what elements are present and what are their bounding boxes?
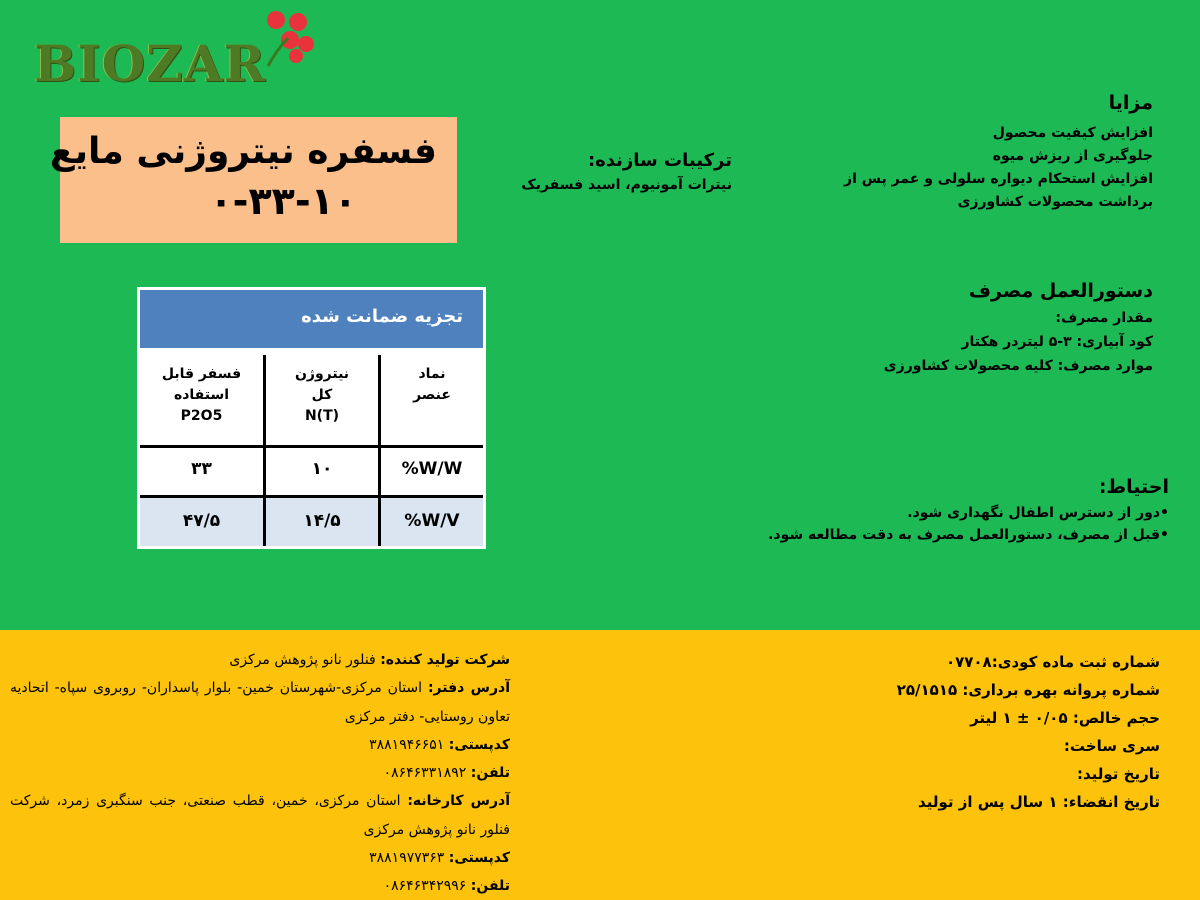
office-value: استان مرکزی-شهرستان خمین- بلوار پاسداران- روبروی سپاه- اتحادیه تعاون روستایی- دفتر مرکزی xyxy=(10,680,510,725)
benefits-section xyxy=(813,92,1153,214)
usage-line: کود آبیاری: ۳-۵ لیتردر هکتار xyxy=(961,334,1153,350)
table-col-head-line: نیتروژن xyxy=(294,366,350,382)
office-postal xyxy=(10,731,510,759)
benefit-line: جلوگیری از ریزش میوه xyxy=(992,148,1153,164)
brand-logo xyxy=(30,8,300,93)
product-formula: ۰-۳۳-۱۰ xyxy=(209,179,357,223)
spec-line: حجم خالص: ۰/۰۵ ± ۱ لیتر xyxy=(970,709,1160,727)
postal-value: ۳۸۸۱۹۴۶۶۵۱ xyxy=(369,736,445,753)
product-title: فسفره نیتروژنی مایع xyxy=(49,131,437,172)
usage-line: مقدار مصرف: xyxy=(1055,310,1153,326)
table-cell-nitrogen: ۱۰ xyxy=(311,459,333,479)
spec-line: سری ساخت: xyxy=(1063,737,1160,755)
product-title-box xyxy=(49,117,457,243)
analysis-table-title xyxy=(140,290,483,348)
ingredients-section xyxy=(492,150,732,193)
benefit-line: افزایش استحکام دیواره سلولی و عمر پس از xyxy=(844,171,1153,187)
company-line xyxy=(10,646,510,674)
phone-value: ۰۸۶۴۶۳۳۱۸۹۲ xyxy=(383,765,467,782)
table-cell-phosphorus: ۴۷/۵ xyxy=(182,511,221,531)
company-label: شرکت تولید کننده: xyxy=(380,652,510,668)
usage-line: موارد مصرف: کلیه محصولات کشاورزی xyxy=(883,358,1153,374)
caution-line: •دور از دسترس اطفال نگهداری شود. xyxy=(907,505,1169,521)
benefit-line: افزایش کیفیت محصول xyxy=(992,125,1153,141)
table-col-head-line: عنصر xyxy=(413,387,451,403)
phone-label: تلفن: xyxy=(470,878,510,895)
spec-line: شماره ثبت ماده کودی:۰۷۷۰۸ xyxy=(945,653,1160,671)
table-divider xyxy=(140,445,483,448)
flower-icon xyxy=(228,8,320,68)
table-col-head-line: کل xyxy=(311,387,333,403)
phone-label: تلفن: xyxy=(470,765,510,782)
usage-heading: دستورالعمل مصرف xyxy=(968,280,1153,302)
manufacturer-section xyxy=(10,646,510,900)
table-cell-nitrogen: ۱۴/۵ xyxy=(303,511,341,531)
benefit-line: برداشت محصولات کشاورزی xyxy=(957,194,1153,210)
specs-section xyxy=(840,648,1160,816)
factory-label: آدرس کارخانه: xyxy=(407,793,511,810)
office-address xyxy=(10,674,510,731)
factory-value: استان مرکزی، خمین، قطب صنعتی، جنب سنگبری زمرد، شرکت فنلور نانو پژوهش مرکزی xyxy=(10,793,510,838)
benefits-heading: مزایا xyxy=(1108,92,1153,114)
table-col-symbol xyxy=(381,364,483,406)
spec-line: تاریخ انقضاء: ۱ سال پس از تولید xyxy=(918,793,1160,811)
caution-heading: احتیاط: xyxy=(1098,476,1169,498)
caution-line: •قبل از مصرف، دستورالعمل مصرف به دقت مطالعه شود. xyxy=(768,527,1169,543)
table-col-phosphorus xyxy=(140,364,263,427)
table-cell-phosphorus: ۳۳ xyxy=(191,459,212,479)
phone-value: ۰۸۶۴۶۳۴۲۹۹۶ xyxy=(383,878,467,895)
analysis-table-title-text: تجزیه ضمانت شده xyxy=(301,306,463,327)
table-cell-unit: W/W% xyxy=(401,459,463,479)
factory-phone xyxy=(10,872,510,900)
table-col-head-line: P2O5 xyxy=(180,408,223,424)
caution-section xyxy=(709,476,1169,546)
table-col-head-line: N(T) xyxy=(304,408,340,424)
office-phone xyxy=(10,759,510,787)
ingredients-heading: ترکیبات سازنده: xyxy=(587,150,732,171)
usage-section xyxy=(813,280,1153,378)
table-col-nitrogen xyxy=(266,364,378,427)
factory-address xyxy=(10,787,510,844)
factory-postal xyxy=(10,844,510,872)
postal-label: کدپستی: xyxy=(448,736,510,753)
ingredients-value: نیترات آمونیوم، اسید فسفریک xyxy=(521,177,732,193)
office-label: آدرس دفتر: xyxy=(427,680,511,697)
spec-line: تاریخ تولید: xyxy=(1076,765,1160,783)
company-value: فنلور نانو پژوهش مرکزی xyxy=(229,652,376,668)
postal-label: کدپستی: xyxy=(448,850,510,867)
table-col-head-line: نماد xyxy=(418,366,446,382)
postal-value: ۳۸۸۱۹۷۷۳۶۳ xyxy=(369,850,445,867)
spec-line: شماره پروانه بهره برداری: ۲۵/۱۵۱۵ xyxy=(896,681,1160,699)
table-col-head-line: فسفر قابل xyxy=(161,366,242,382)
table-cell-unit: W/V% xyxy=(404,511,460,531)
table-divider xyxy=(140,495,483,498)
logo-text: BIOZAR xyxy=(34,34,267,93)
table-col-head-line: استفاده xyxy=(173,387,230,403)
